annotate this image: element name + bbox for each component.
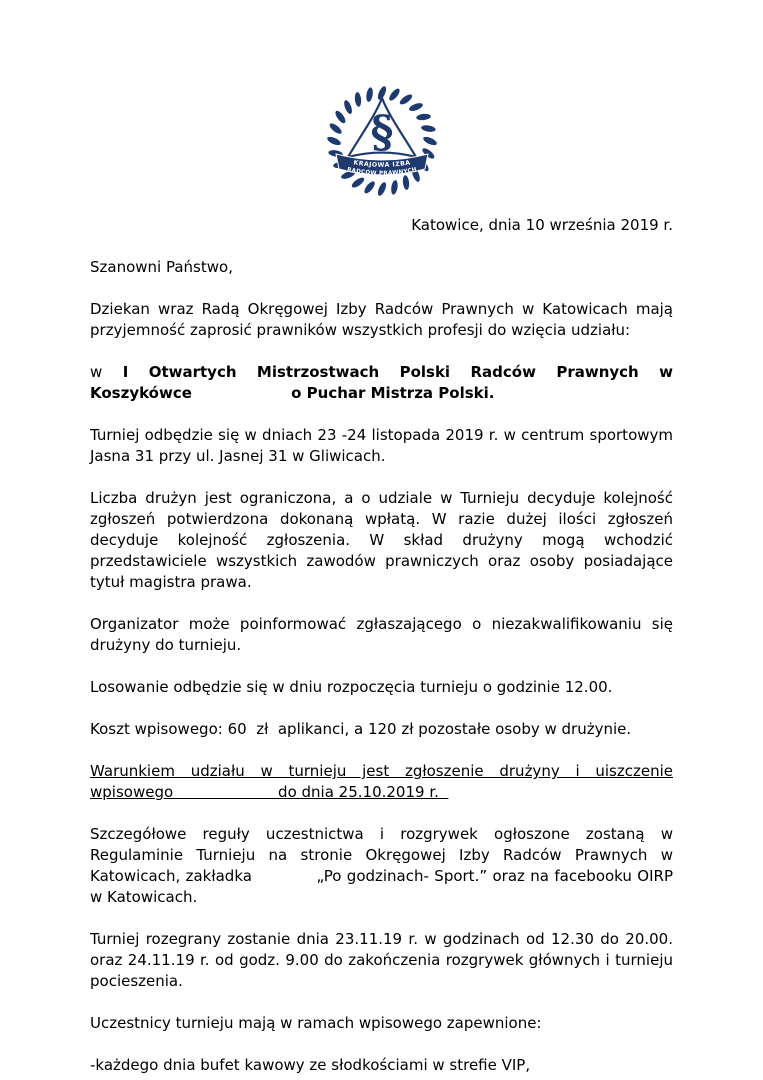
dates-paragraph: Turniej odbędzie się w dniach 23 -24 listopada 2019 r. w centrum sportowym Jasna 31 przy ul. Jasnej 31 w Gliwicach. (90, 426, 673, 465)
fee-paragraph: Koszt wpisowego: 60 zł aplikanci, a 120 zł pozostałe osoby w drużynie. (90, 720, 632, 738)
included-intro: Uczestnicy turnieju mają w ramach wpisowego zapewnione: (90, 1014, 542, 1032)
tournament-title-prefix: w (90, 363, 103, 381)
deadline-line1: Warunkiem udziału w turnieju jest zgłoszenie drużyny i uiszczenie (90, 762, 673, 780)
tournament-title (90, 362, 673, 404)
schedule-paragraph: Turniej rozegrany zostanie dnia 23.11.19 r. w godzinach od 12.30 do 20.00. oraz 24.11.19 r. od godz. 9.00 do zakończenia rozgrywek głównych i turnieju pocieszenia. (90, 930, 673, 990)
salutation: Szanowni Państwo, (90, 258, 233, 276)
tournament-title-line1 (90, 362, 673, 383)
organizer-paragraph: Organizator może poinformować zgłaszającego o niezakwalifikowaniu się drużyny do turnieju. (90, 615, 673, 654)
draw-paragraph: Losowanie odbędzie się w dniu rozpoczęcia turnieju o godzinie 12.00. (90, 678, 613, 696)
banner-text-line1: KRAJOWA IZBA (352, 159, 411, 169)
rules-paragraph: Szczegółowe reguły uczestnictwa i rozgrywek ogłoszone zostaną w Regulaminie Turnieju na stronie Okręgowej Izby Radców Prawnych w Katowicach, zakładka „Po godzinach- Sport.” oraz na facebooku OIRP w Katowicach. (90, 825, 678, 906)
banner-text-line2: RADCÓW PRAWNYCH (346, 166, 417, 177)
dateline: Katowice, dnia 10 września 2019 r. (411, 216, 673, 234)
tournament-title-bold: I Otwartych Mistrzostwach Polski Radców Prawnych w (122, 363, 673, 381)
intro-paragraph: Dziekan wraz Radą Okręgowej Izby Radców Prawnych w Katowicach mają przyjemność zaprosić prawników wszystkich profesji do wzięcia udziału: (90, 300, 673, 339)
paragraph-symbol-icon: § (369, 107, 394, 158)
deadline-notice (90, 761, 673, 803)
included-item-1: -każdego dnia bufet kawowy ze słodkościami w strefie VIP, (90, 1056, 531, 1074)
kirp-logo (327, 83, 437, 199)
deadline-line2: wpisowego do dnia 25.10.2019 r. (90, 783, 449, 801)
teams-paragraph: Liczba drużyn jest ograniczona, a o udziale w Turnieju decyduje kolejność zgłoszeń potwierdzona dokonaną wpłatą. W razie dużej ilości zgłoszeń decyduje kolejność zgłoszenia. W skład drużyny mogą wchodzić przedstawiciele wszystkich zawodów prawniczych oraz osoby posiadające tytuł magistra prawa. (90, 489, 673, 591)
tournament-title-line2: Koszykówce o Puchar Mistrza Polski. (90, 384, 495, 402)
kirp-logo-svg (327, 83, 437, 199)
